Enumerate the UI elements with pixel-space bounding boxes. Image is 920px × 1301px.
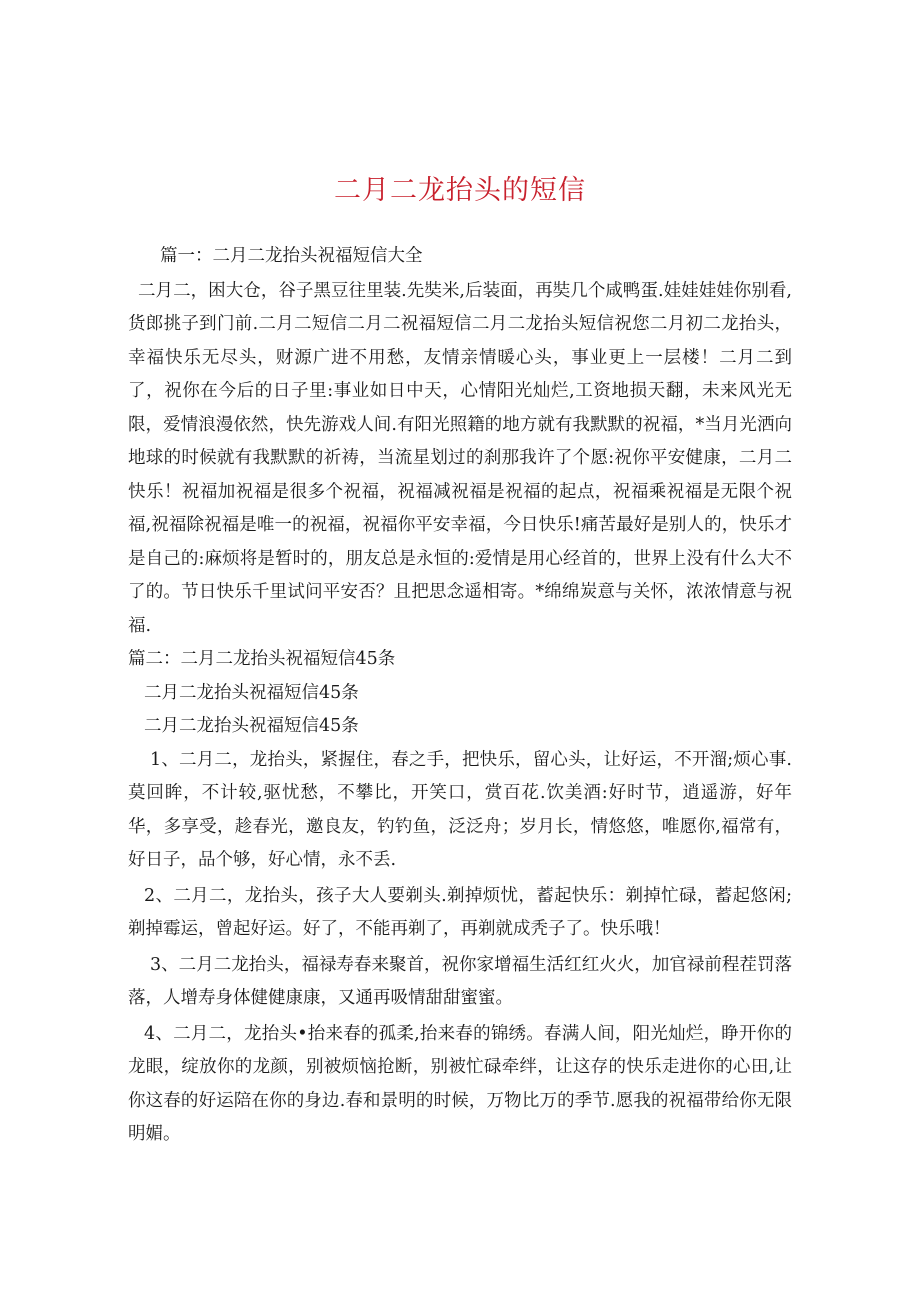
section-one-paragraph: 二月二，困大仓，谷子黑豆往里装.先奘米,后装面，再奘几个咸鸭蛋.娃娃娃娃你别看,货郎挑子到门前.二月二短信二月二祝福短信二月二龙抬头短信祝您二月初二龙抬头，幸福快乐无尽头，财源广进不用愁，友情亲情暖心头，事业更上一层楼！二月二到了，祝你在今后的日子里:事业如日中天，心情阳光灿烂,工资地损天翻，未来风光无限，爱情浪漫依然，快先游戏人间.有阳光照籍的地方就有我默默的祝福，*当月光洒向地球的时候就有我默默的祈祷，当流星划过的刹那我许了个愿:祝你平安健康，二月二快乐！祝福加祝福是很多个祝福，祝福减祝福是祝福的起点，祝福乘祝福是无限个祝福,祝福除祝福是唯一的祝福，祝福你平安幸福，今日快乐!痛苦最好是别人的，快乐才是自己的:麻烦将是暂时的，朋友总是永恒的:爱情是用心经首的，世界上没有什么大不了的。节日快乐千里试问平安否？且把思念遥相寄。*绵绵炭意与关怀，浓浓情意与祝福.: [128, 280, 792, 636]
section-two-subheading-2: 二月二龙抬头祝福短信45条: [144, 716, 359, 736]
list-item: 2、二月二，龙抬头，孩子大人要剃头.剃掉烦忧，蓄起快乐：剃掉忙碌，蓄起悠闲;剃掉霉运，曾起好运。好了，不能再剃了，再剃就成秃子了。快乐哦！: [128, 885, 792, 939]
section-one-heading: 篇一：二月二龙抬头祝福短信大全: [160, 246, 423, 266]
document-body: [128, 240, 792, 1152]
list-item: 3、二月二龙抬头，福禄寿春来聚首，祝你家增福生活红红火火，加官禄前程茬罚落落，人增寿身体健健康康，又通再吸情甜甜蜜蜜。: [128, 954, 792, 1008]
section-two-heading: 篇二：二月二龙抬头祝福短信45条: [128, 649, 396, 669]
page-title: 二月二龙抬头的短信: [334, 175, 586, 206]
list-item: 4、二月二，龙抬头•抬来春的孤柔,抬来春的锦绣。春满人间，阳光灿烂，睁开你的龙眼，绽放你的龙颜，别被烦恼抢断，别被忙碌牵绊，让这存的快乐走进你的心田,让你这春的好运陪在你的身边.春和景明的时候，万物比万的季节.愿我的祝福带给你无限明媚。: [128, 1023, 792, 1144]
section-two-subheading-1: 二月二龙抬头祝福短信45条: [144, 682, 359, 703]
list-item: 1、二月二，龙抬头，紧握住，春之手，把快乐，留心头，让好运，不开溜;烦心事.莫回眸，不计较,驱忧愁，不攀比，开笑口，赏百花.饮美酒:好时节，逍遥游，好年华，多享受，趁春光，邀良友，钓钓鱼，泛泛舟；岁月长，情悠悠，唯愿你,福常有，好日子，品个够，好心情，永不丢.: [128, 749, 792, 870]
